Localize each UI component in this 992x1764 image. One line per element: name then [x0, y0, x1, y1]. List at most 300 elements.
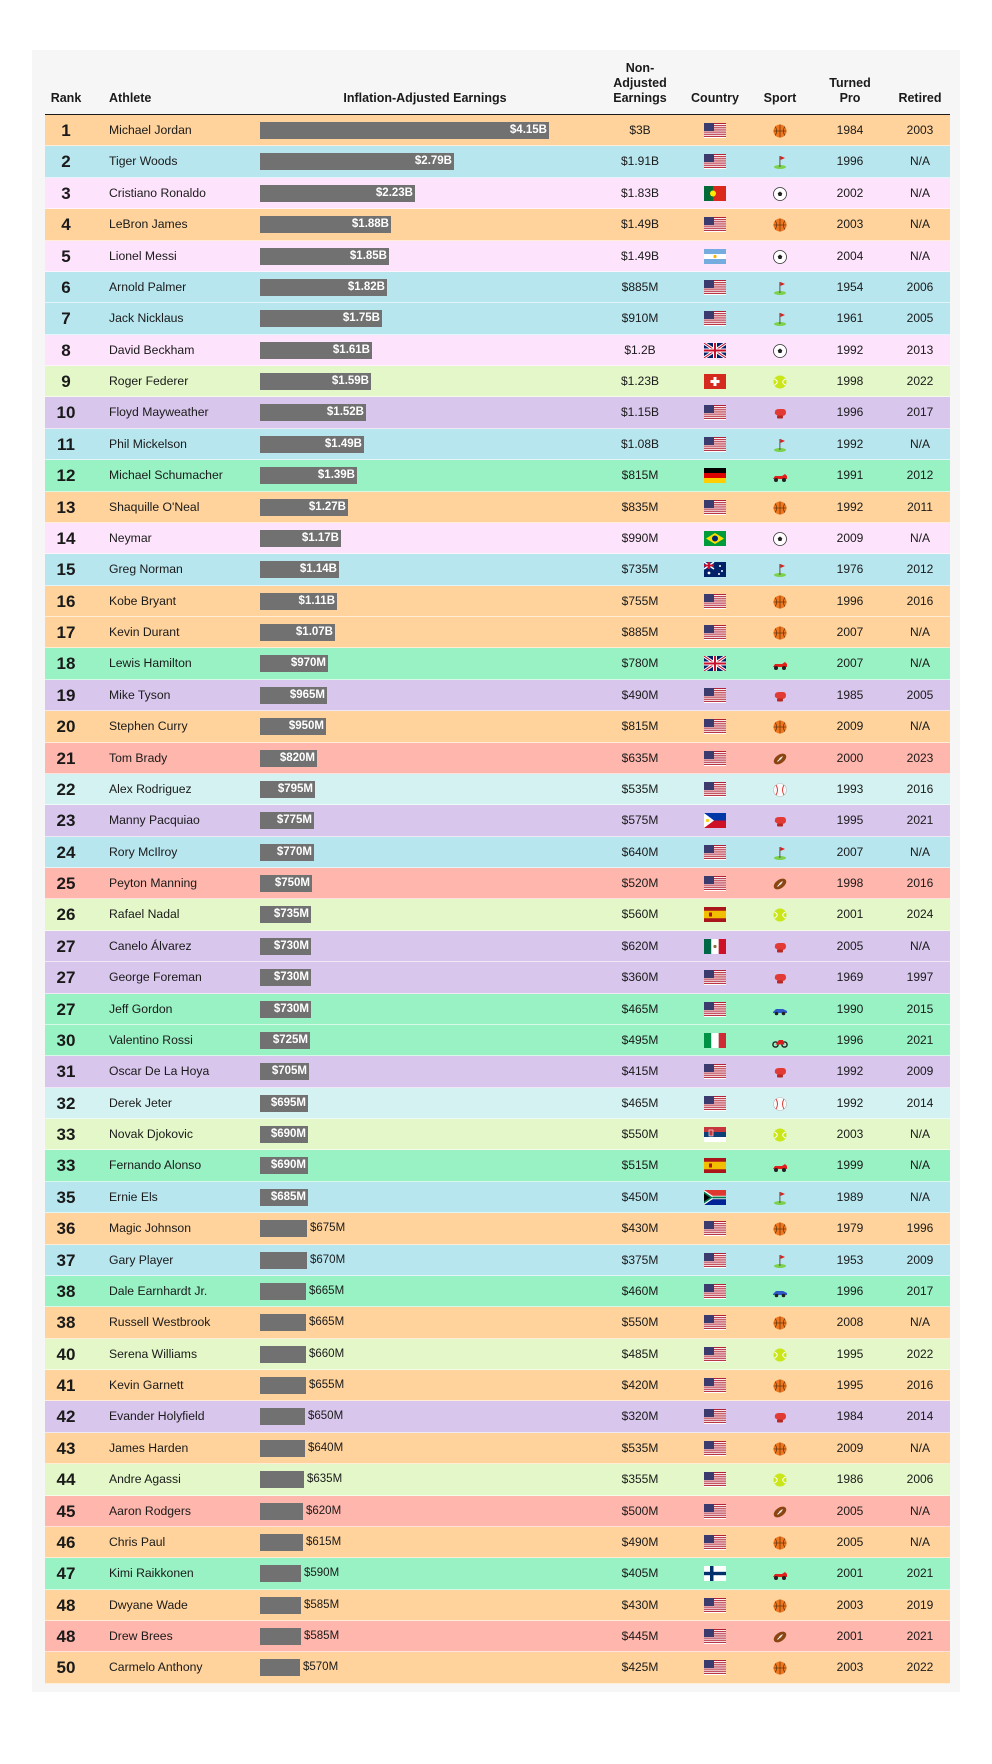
non-adjusted-earnings: $885M: [621, 279, 659, 294]
earnings-bar-label: $675M: [310, 1222, 346, 1235]
motorcycle-icon: [772, 1033, 788, 1049]
retired-year: N/A: [909, 844, 930, 859]
retired-year: N/A: [909, 530, 930, 545]
header-non-adjusted-line: Adjusted: [613, 76, 667, 90]
header-earnings: Inflation-Adjusted Earnings: [343, 91, 507, 105]
soccer-icon: [772, 249, 788, 265]
racing-icon: [772, 1158, 788, 1174]
athlete-name: George Foreman: [109, 970, 202, 985]
golf-icon: [772, 562, 788, 578]
turned-pro-year: 2009: [836, 1440, 864, 1455]
non-adjusted-earnings: $450M: [621, 1189, 659, 1204]
earnings-bar-label: $750M: [274, 877, 310, 889]
turned-pro-year: 2005: [836, 938, 864, 953]
non-adjusted-earnings: $535M: [621, 1440, 659, 1455]
retired-year: N/A: [909, 719, 930, 734]
table-row: [45, 303, 950, 334]
country-flag-icon: [704, 1347, 726, 1362]
boxing-icon: [772, 970, 788, 986]
earnings-bar: [260, 1440, 305, 1457]
country-flag-icon: [704, 562, 726, 577]
table-row: [45, 743, 950, 774]
golf-icon: [772, 154, 788, 170]
turned-pro-year: 1993: [836, 781, 864, 796]
non-adjusted-earnings: $375M: [621, 1252, 659, 1267]
country-flag-icon: [704, 782, 726, 797]
non-adjusted-earnings: $1.15B: [620, 405, 660, 420]
non-adjusted-earnings: $1.49B: [620, 217, 660, 232]
non-adjusted-earnings: $635M: [621, 750, 659, 765]
country-flag-icon: [704, 625, 726, 640]
athlete-name: Dale Earnhardt Jr.: [109, 1283, 208, 1298]
header-turned-pro: [815, 76, 885, 106]
turned-pro-year: 1996: [836, 405, 864, 420]
rank-cell: 10: [56, 403, 76, 423]
earnings-bar-label: $1.61B: [332, 343, 370, 356]
country-flag-icon: [704, 813, 726, 828]
earnings-bar-label: $1.07B: [295, 626, 333, 638]
country-flag-icon: [704, 249, 726, 264]
non-adjusted-earnings: $550M: [621, 1127, 659, 1141]
table-row: [45, 1119, 950, 1150]
turned-pro-year: 1995: [836, 1378, 864, 1392]
athlete-name: Novak Djokovic: [109, 1127, 193, 1141]
earnings-bar: [260, 1252, 307, 1269]
earnings-bar: [260, 1471, 304, 1488]
country-flag-icon: [704, 217, 726, 232]
basketball-icon: [772, 719, 788, 735]
athlete-name: Mike Tyson: [109, 687, 171, 702]
retired-year: N/A: [909, 1158, 930, 1173]
non-adjusted-earnings: $835M: [621, 499, 659, 514]
retired-year: N/A: [909, 938, 930, 953]
earnings-bar-label: $635M: [307, 1473, 343, 1486]
earnings-bar-label: $705M: [271, 1065, 307, 1078]
retired-year: N/A: [909, 185, 930, 200]
athlete-name: Russell Westbrook: [109, 1315, 211, 1330]
earnings-bar-label: $570M: [303, 1661, 339, 1674]
table-row: [45, 1370, 950, 1401]
country-flag-icon: [704, 1064, 726, 1079]
stockcar-icon: [772, 1284, 788, 1300]
stockcar-icon: [772, 1002, 788, 1018]
retired-year: 2021: [906, 813, 934, 828]
table-row: [45, 962, 950, 993]
rank-cell: 1: [61, 121, 71, 140]
retired-year: 2017: [906, 1283, 934, 1298]
turned-pro-year: 2003: [836, 1127, 864, 1141]
non-adjusted-earnings: $535M: [621, 781, 659, 796]
rank-cell: 35: [56, 1187, 76, 1207]
rank-cell: 48: [56, 1595, 76, 1615]
earnings-bar: [260, 1628, 301, 1645]
rank-cell: 11: [57, 434, 75, 454]
retired-year: N/A: [909, 154, 930, 169]
retired-year: 2015: [906, 1001, 934, 1016]
athlete-name: Michael Schumacher: [109, 468, 223, 483]
table-row: [45, 1496, 950, 1527]
baseball-icon: [772, 1096, 788, 1112]
turned-pro-year: 1986: [836, 1472, 864, 1487]
athlete-name: Michael Jordan: [109, 123, 192, 137]
table-row: [45, 1652, 950, 1683]
earnings-bar-label: $615M: [306, 1535, 342, 1548]
earnings-bar-label: $660M: [309, 1347, 345, 1360]
retired-year: N/A: [909, 1503, 930, 1518]
athlete-name: Roger Federer: [109, 374, 189, 388]
country-flag-icon: [704, 594, 726, 609]
earnings-bar: [260, 1377, 306, 1394]
table-row: [45, 397, 950, 428]
basketball-icon: [772, 500, 788, 516]
non-adjusted-earnings: $430M: [621, 1597, 659, 1612]
country-flag-icon: [704, 876, 726, 891]
earnings-bar-label: $725M: [272, 1033, 308, 1046]
earnings-bar: [260, 1346, 306, 1363]
turned-pro-year: 2003: [836, 1660, 864, 1675]
table-row: [45, 115, 950, 146]
non-adjusted-earnings: $425M: [621, 1660, 659, 1675]
country-flag-icon: [704, 1472, 726, 1487]
athlete-name: Neymar: [109, 530, 152, 545]
country-flag-icon: [704, 719, 726, 734]
non-adjusted-earnings: $640M: [621, 844, 659, 859]
earnings-bar: [260, 1503, 303, 1520]
country-flag-icon: [704, 500, 726, 515]
rank-cell: 14: [56, 528, 76, 548]
athlete-name: Aaron Rodgers: [109, 1503, 191, 1518]
non-adjusted-earnings: $560M: [621, 907, 659, 922]
rank-cell: 33: [56, 1125, 76, 1144]
country-flag-icon: [704, 1221, 726, 1236]
retired-year: 2022: [906, 374, 934, 388]
athlete-name: Lewis Hamilton: [109, 656, 192, 671]
turned-pro-year: 2002: [836, 185, 864, 200]
retired-year: 2023: [906, 750, 934, 765]
retired-year: 2014: [906, 1409, 934, 1424]
turned-pro-year: 2009: [836, 530, 864, 545]
non-adjusted-earnings: $815M: [621, 719, 659, 734]
earnings-bar: [260, 1314, 306, 1331]
boxing-icon: [772, 939, 788, 955]
country-flag-icon: [704, 1378, 726, 1393]
earnings-bar-label: $730M: [273, 939, 309, 952]
basketball-icon: [772, 1441, 788, 1457]
retired-year: 2019: [906, 1597, 934, 1612]
turned-pro-year: 1998: [836, 876, 864, 890]
table-row: [45, 1213, 950, 1244]
rank-cell: 43: [56, 1438, 76, 1458]
turned-pro-year: 2008: [836, 1315, 864, 1330]
table-row: [45, 994, 950, 1025]
retired-year: 1996: [906, 1221, 934, 1236]
athlete-name: Tom Brady: [109, 750, 168, 765]
country-flag-icon: [704, 186, 726, 201]
tennis-icon: [772, 1127, 788, 1143]
rank-cell: 42: [56, 1407, 76, 1427]
earnings-bar-label: $770M: [276, 845, 312, 858]
table-row: [45, 335, 950, 366]
non-adjusted-earnings: $360M: [621, 970, 659, 985]
table-row: [45, 523, 950, 554]
basketball-icon: [772, 625, 788, 641]
rank-cell: 20: [56, 717, 76, 737]
non-adjusted-earnings: $465M: [621, 1095, 659, 1110]
earnings-bar: [260, 1283, 306, 1300]
retired-year: 2009: [906, 1252, 934, 1267]
retired-year: N/A: [909, 625, 930, 639]
table-row: [45, 774, 950, 805]
turned-pro-year: 1984: [836, 123, 864, 137]
basketball-icon: [772, 1378, 788, 1394]
athlete-name: Evander Holyfield: [109, 1409, 205, 1424]
non-adjusted-earnings: $405M: [621, 1566, 659, 1581]
golf-icon: [772, 437, 788, 453]
rank-cell: 16: [56, 591, 76, 611]
racing-icon: [772, 656, 788, 672]
country-flag-icon: [704, 468, 726, 483]
rank-cell: 19: [56, 685, 76, 705]
non-adjusted-earnings: $460M: [621, 1283, 659, 1298]
soccer-icon: [772, 186, 788, 202]
table-row: [45, 1150, 950, 1181]
turned-pro-year: 2000: [836, 750, 864, 765]
athlete-name: Manny Pacquiao: [109, 813, 200, 828]
table-row: [45, 899, 950, 930]
non-adjusted-earnings: $620M: [621, 938, 659, 953]
athlete-name: Cristiano Ronaldo: [109, 185, 206, 200]
rank-cell: 41: [56, 1376, 76, 1395]
retired-year: 2021: [906, 1629, 934, 1643]
football-icon: [772, 751, 788, 767]
rank-cell: 7: [61, 309, 71, 329]
turned-pro-year: 1991: [836, 468, 864, 483]
athlete-name: LeBron James: [109, 217, 188, 232]
earnings-bar-label: $620M: [306, 1504, 342, 1517]
retired-year: 2005: [906, 687, 934, 702]
country-flag-icon: [704, 1127, 726, 1142]
athlete-name: Shaquille O'Neal: [109, 499, 200, 514]
earnings-bar: [260, 1220, 307, 1237]
rank-cell: 21: [56, 748, 76, 768]
header-non-adjusted: [595, 61, 685, 106]
table-row: [45, 178, 950, 209]
turned-pro-year: 2001: [836, 907, 864, 922]
table-row: [45, 209, 950, 240]
table-row: [45, 617, 950, 648]
table-row: [45, 586, 950, 617]
retired-year: 1997: [906, 970, 934, 985]
retired-year: 2017: [906, 405, 934, 420]
earnings-bar-label: $1.59B: [331, 375, 369, 387]
turned-pro-year: 1990: [836, 1001, 864, 1016]
rank-cell: 40: [56, 1344, 76, 1364]
header-non-adjusted-line: Non-: [625, 61, 655, 75]
earnings-bar-label: $1.27B: [308, 500, 346, 513]
retired-year: 2022: [906, 1346, 934, 1361]
table-row: [45, 1621, 950, 1652]
country-flag-icon: [704, 280, 726, 295]
turned-pro-year: 1992: [836, 1095, 864, 1110]
golf-icon: [772, 280, 788, 296]
earnings-bar-label: $795M: [277, 782, 313, 795]
turned-pro-year: 1996: [836, 593, 864, 608]
retired-year: 2016: [906, 1378, 934, 1392]
soccer-icon: [772, 343, 788, 359]
retired-year: N/A: [909, 1189, 930, 1204]
athlete-name: Derek Jeter: [109, 1095, 172, 1110]
retired-year: 2012: [906, 468, 934, 483]
earnings-bar-label: $4.15B: [509, 124, 547, 136]
earnings-bar-label: $1.11B: [298, 594, 335, 607]
earnings-bar-label: $695M: [270, 1096, 306, 1109]
retired-year: 2003: [906, 123, 934, 137]
rank-cell: 45: [56, 1501, 76, 1521]
athlete-name: David Beckham: [109, 342, 195, 357]
athlete-name: Lionel Messi: [109, 248, 177, 263]
athlete-name: Arnold Palmer: [109, 279, 187, 294]
golf-icon: [772, 845, 788, 861]
table-row: [45, 805, 950, 836]
retired-year: N/A: [909, 1127, 930, 1141]
table-row: [45, 1088, 950, 1119]
earnings-bar-label: $670M: [310, 1253, 346, 1266]
table-row: [45, 837, 950, 868]
header-sport: Sport: [763, 91, 797, 105]
rank-cell: 22: [56, 779, 76, 799]
turned-pro-year: 2007: [836, 844, 864, 859]
turned-pro-year: 1992: [836, 499, 864, 514]
retired-year: N/A: [909, 1440, 930, 1455]
turned-pro-year: 1969: [836, 970, 864, 985]
table-row: [45, 1401, 950, 1432]
athlete-name: Jack Nicklaus: [109, 311, 184, 326]
athlete-name: James Harden: [109, 1440, 189, 1455]
turned-pro-year: 1996: [836, 1283, 864, 1298]
table-header: [45, 52, 950, 116]
earnings-bar: [260, 1534, 303, 1551]
athlete-name: Ernie Els: [109, 1189, 158, 1204]
retired-year: 2016: [906, 876, 934, 890]
retired-year: 2006: [906, 1472, 934, 1487]
non-adjusted-earnings: $885M: [621, 625, 659, 639]
athlete-name: Valentino Rossi: [109, 1032, 193, 1047]
rank-cell: 6: [61, 277, 71, 297]
athlete-name: Rory McIlroy: [109, 844, 178, 859]
turned-pro-year: 2007: [836, 656, 864, 671]
country-flag-icon: [704, 154, 726, 169]
header-country: Country: [691, 91, 739, 105]
baseball-icon: [772, 782, 788, 798]
rank-cell: 12: [56, 466, 76, 486]
retired-year: 2016: [906, 593, 934, 608]
retired-year: 2013: [906, 342, 934, 357]
table-row: [45, 272, 950, 303]
turned-pro-year: 2005: [836, 1534, 864, 1549]
table-row: [45, 1276, 950, 1307]
rank-cell: 38: [56, 1313, 76, 1333]
earnings-bar-label: $735M: [273, 908, 309, 921]
turned-pro-year: 2003: [836, 1597, 864, 1612]
athlete-name: Kevin Garnett: [109, 1378, 184, 1392]
turned-pro-year: 1989: [836, 1189, 864, 1204]
table-row: [45, 1558, 950, 1589]
athlete-name: Andre Agassi: [109, 1472, 181, 1487]
turned-pro-year: 1954: [836, 279, 864, 294]
boxing-icon: [772, 688, 788, 704]
country-flag-icon: [704, 688, 726, 703]
earnings-bar-label: $1.14B: [299, 563, 337, 576]
earnings-bar-label: $730M: [273, 971, 309, 984]
boxing-icon: [772, 813, 788, 829]
rank-cell: 36: [56, 1219, 76, 1239]
table-row: [45, 241, 950, 272]
rank-cell: 44: [56, 1470, 76, 1490]
football-icon: [772, 876, 788, 892]
table-row: [45, 868, 950, 899]
retired-year: 2009: [906, 1064, 934, 1079]
table-row: [45, 554, 950, 585]
table-row: [45, 1307, 950, 1338]
turned-pro-year: 1992: [836, 1064, 864, 1079]
athlete-name: Kevin Durant: [109, 625, 180, 639]
non-adjusted-earnings: $355M: [621, 1472, 659, 1487]
non-adjusted-earnings: $445M: [621, 1629, 659, 1643]
country-flag-icon: [704, 1158, 726, 1173]
earnings-bar: [260, 1597, 301, 1614]
non-adjusted-earnings: $520M: [621, 876, 659, 890]
earnings-bar-label: $1.85B: [349, 249, 387, 262]
non-adjusted-earnings: $910M: [621, 311, 659, 326]
country-flag-icon: [704, 405, 726, 420]
tennis-icon: [772, 907, 788, 923]
non-adjusted-earnings: $1.91B: [620, 154, 660, 169]
retired-year: 2012: [906, 562, 934, 577]
athlete-name: Tiger Woods: [109, 154, 178, 169]
turned-pro-year: 2003: [836, 217, 864, 232]
rank-cell: 37: [56, 1250, 76, 1270]
retired-year: 2021: [906, 1566, 934, 1581]
golf-icon: [772, 1190, 788, 1206]
earnings-bar-label: $1.17B: [301, 531, 339, 544]
athlete-name: Kobe Bryant: [109, 593, 177, 608]
athlete-name: Fernando Alonso: [109, 1158, 202, 1173]
earnings-bar: [260, 1408, 305, 1425]
football-icon: [772, 1504, 788, 1520]
tennis-icon: [772, 374, 788, 390]
turned-pro-year: 1992: [836, 342, 864, 357]
earnings-bar-label: $650M: [308, 1410, 344, 1423]
athlete-name: Carmelo Anthony: [109, 1660, 203, 1675]
non-adjusted-earnings: $575M: [621, 813, 659, 828]
country-flag-icon: [704, 751, 726, 766]
table-row: [45, 429, 950, 460]
earnings-bar-label: $640M: [308, 1441, 344, 1454]
country-flag-icon: [704, 1033, 726, 1048]
country-flag-icon: [704, 311, 726, 326]
country-flag-icon: [704, 939, 726, 954]
earnings-bar-label: $1.75B: [342, 312, 380, 325]
earnings-bar-label: $665M: [309, 1316, 345, 1329]
retired-year: N/A: [909, 656, 930, 671]
country-flag-icon: [704, 1629, 726, 1644]
non-adjusted-earnings: $490M: [621, 1534, 659, 1549]
country-flag-icon: [704, 1190, 726, 1205]
turned-pro-year: 1995: [836, 1346, 864, 1361]
non-adjusted-earnings: $550M: [621, 1315, 659, 1330]
non-adjusted-earnings: $1.83B: [620, 185, 660, 200]
earnings-bar-label: $775M: [276, 814, 312, 827]
